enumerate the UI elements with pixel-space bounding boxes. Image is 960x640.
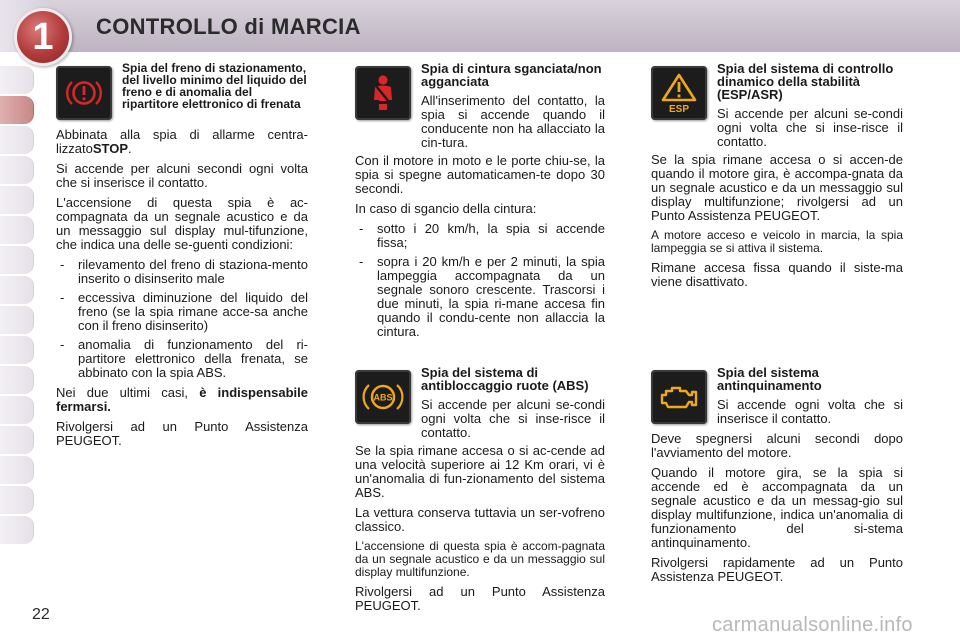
brake-paragraph-1: Abbinata alla spia di allarme centra-lizzatoSTOP.	[56, 127, 308, 156]
brake-paragraph-3: L'accensione di questa spia è ac-compagnata da un segnale acustico e da un messaggio sul display mul-tifunzione, che indica una delle se-guenti condizioni:	[56, 195, 308, 252]
side-tab[interactable]	[0, 246, 34, 274]
side-tab[interactable]	[0, 336, 34, 364]
side-tab[interactable]	[0, 306, 34, 334]
esp-intro: Si accende per alcuni se-condi ogni volta che si inse-risce il contatto.	[717, 106, 903, 149]
chapter-badge: 1	[14, 8, 72, 66]
list-item: - sotto i 20 km/h, la spia si accende fissa;	[355, 222, 605, 250]
emission-paragraph-2: Deve spegnersi alcuni secondi dopo l'avviamento del motore.	[651, 431, 903, 460]
side-tab[interactable]	[0, 516, 34, 544]
side-tab[interactable]	[0, 426, 34, 454]
seatbelt-warning-icon	[355, 66, 411, 120]
esp-warning-block	[651, 62, 903, 149]
column-emission	[651, 366, 903, 590]
abs-paragraph-3: La vettura conserva tuttavia un ser-vofreno classico.	[355, 505, 605, 534]
list-item: - anomalia di funzionamento del ri-partitore elettronico della frenata, se abbinato con la spia ABS.	[56, 338, 308, 380]
emission-warning-block	[651, 366, 903, 428]
brake-paragraph-2: Si accende per alcuni secondi ogni volta che si inserisce il contatto.	[56, 161, 308, 190]
list-item: - sopra i 20 km/h e per 2 minuti, la spia lampeggia accompagnata da un segnale sonoro crescente. Trascorsi i due minuti, la spia ri-mane accesa fin quando il condu-cente non allaccia la cintura.	[355, 255, 605, 339]
side-tab-active[interactable]	[0, 96, 34, 124]
seatbelt-warning-title: Spia di cintura sganciata/non agganciata	[421, 61, 602, 89]
brake-warning-title: Spia del freno di stazionamento, del livello minimo del liquido del freno e di anomalia del ripartitore elettronico di frenata	[122, 61, 307, 111]
brake-paragraph-4: Nei due ultimi casi, è indispensabile fermarsi.	[56, 385, 308, 414]
esp-paragraph-2: Se la spia rimane accesa o si accen-de quando il motore gira, è accompa-gnata da un segnale acustico e da un messaggio sul display multifunzione; rivolgersi ad un Punto Assistenza PEUGEOT.	[651, 152, 903, 223]
abs-paragraph-4: L'accensione di questa spia è accom-pagnata da un segnale acustico e da un messaggio sul display multifunzione.	[355, 539, 605, 579]
page-number: 22	[32, 606, 50, 623]
brake-warning-icon	[56, 66, 112, 120]
engine-warning-icon	[651, 370, 707, 424]
seatbelt-paragraph-3: In caso di sgancio della cintura:	[355, 201, 537, 216]
side-tab[interactable]	[0, 186, 34, 214]
abs-icon-label: (ABS)	[370, 392, 396, 403]
brake-condition-list	[56, 258, 308, 380]
emission-intro: Si accende ogni volta che si inserisce il contatto.	[717, 397, 903, 426]
esp-paragraph-4: Rimane accesa fissa quando il siste-ma viene disattivato.	[651, 260, 903, 289]
side-tab[interactable]	[0, 486, 34, 514]
emission-warning-title: Spia del sistema antinquinamento	[717, 365, 822, 393]
side-tab[interactable]	[0, 216, 34, 244]
side-tab[interactable]	[0, 276, 34, 304]
emission-paragraph-4: Rivolgersi rapidamente ad un Punto Assistenza PEUGEOT.	[651, 555, 903, 584]
side-tab[interactable]	[0, 396, 34, 424]
seatbelt-condition-list	[355, 222, 605, 339]
side-tab[interactable]	[0, 66, 34, 94]
side-tab[interactable]	[0, 126, 34, 154]
esp-warning-icon	[651, 66, 707, 120]
side-tabs	[0, 66, 34, 546]
column-esp	[651, 62, 903, 295]
side-tab[interactable]	[0, 156, 34, 184]
esp-paragraph-3: A motore acceso e veicolo in marcia, la spia lampeggia se si attiva il sistema.	[651, 228, 903, 255]
column-seatbelt	[355, 62, 605, 345]
abs-warning-title: Spia del sistema di antibloccaggio ruote (ABS)	[421, 365, 589, 393]
abs-paragraph-5: Rivolgersi ad un Punto Assistenza PEUGEOT.	[355, 584, 605, 613]
column-brake	[56, 62, 308, 454]
seatbelt-paragraph-2: Con il motore in moto e le porte chiu-se, la spia si spegne automaticamen-te dopo 30 secondi.	[355, 153, 605, 196]
abs-intro: Si accende per alcuni se-condi ogni volta che si inse-risce il contatto.	[421, 397, 605, 440]
list-item: - rilevamento del freno di staziona-mento inserito o disinserito male	[56, 258, 308, 286]
column-abs	[355, 366, 605, 619]
abs-warning-icon	[355, 370, 411, 424]
abs-paragraph-2: Se la spia rimane accesa o si ac-cende ad una velocità superiore ai 12 Km orari, vi è un'anomalia di fun-zionamento del sistema ABS.	[355, 443, 605, 500]
side-tab[interactable]	[0, 456, 34, 484]
list-item: - eccessiva diminuzione del liquido del freno (se la spia rimane acce-sa anche con il freno disinserito)	[56, 291, 308, 333]
abs-warning-block	[355, 366, 605, 440]
seatbelt-intro: All'inserimento del contatto, la spia si accende quando il conducente non ha allacciato la cin-tura.	[421, 93, 605, 150]
seatbelt-warning-block	[355, 62, 605, 150]
esp-warning-title: Spia del sistema di controllo dinamico della stabilità (ESP/ASR)	[717, 61, 894, 102]
emission-paragraph-3: Quando il motore gira, se la spia si accende ed è accompagnata da un segnale acustico e da un messag-gio sul display multifunzione, indica un'anomalia di funzionamento del si-stema antinquinamento.	[651, 465, 903, 550]
esp-icon-label: ESP	[668, 104, 690, 114]
watermark: carmanualsonline.info	[712, 614, 913, 636]
side-tab[interactable]	[0, 366, 34, 394]
page-title: CONTROLLO di MARCIA	[96, 14, 361, 39]
brake-warning-block	[56, 62, 308, 124]
brake-paragraph-5: Rivolgersi ad un Punto Assistenza PEUGEOT.	[56, 419, 308, 448]
